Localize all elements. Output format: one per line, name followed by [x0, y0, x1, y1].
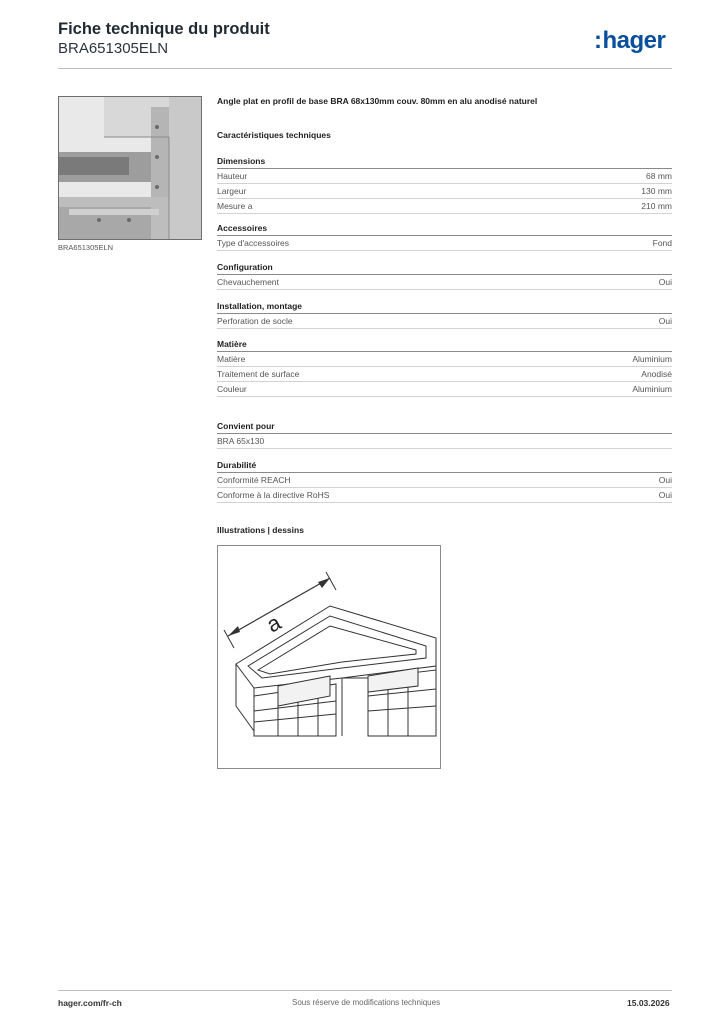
group-title: Accessoires [217, 222, 672, 236]
product-photo-image [59, 97, 201, 239]
row-value: Oui [658, 490, 672, 500]
row-value: 210 mm [641, 201, 672, 211]
group-matiere [217, 338, 672, 397]
group-title: Convient pour [217, 420, 672, 434]
row-value: 130 mm [641, 186, 672, 196]
row-value: Aluminium [632, 354, 672, 364]
table-row [217, 434, 672, 449]
table-row [217, 382, 672, 397]
logo-text: hager [602, 27, 666, 54]
row-value: Aluminium [632, 384, 672, 394]
group-configuration [217, 261, 672, 290]
hager-logo [594, 27, 665, 55]
group-title: Durabilité [217, 459, 672, 473]
row-label: Largeur [217, 186, 247, 196]
photo-caption: BRA651305ELN [58, 243, 114, 252]
row-label: Type d'accessoires [217, 238, 290, 248]
row-label: Conformité REACH [217, 475, 291, 485]
table-row [217, 199, 672, 214]
technical-drawing-image [218, 546, 440, 768]
header-divider [58, 68, 672, 69]
row-label: Traitement de surface [217, 369, 300, 379]
characteristics-heading: Caractéristiques techniques [217, 130, 331, 140]
table-row [217, 184, 672, 199]
group-title: Configuration [217, 261, 672, 275]
footer-website[interactable]: hager.com/fr-ch [58, 998, 122, 1008]
footer-disclaimer: Sous réserve de modifications techniques [292, 998, 441, 1007]
row-value: Fond [652, 238, 672, 248]
technical-drawing [217, 545, 441, 769]
row-label: Matière [217, 354, 246, 364]
table-row [217, 367, 672, 382]
row-label: Conforme à la directive RoHS [217, 490, 330, 500]
table-row [217, 169, 672, 184]
row-value: Oui [658, 277, 672, 287]
logo-prefix: : [594, 27, 602, 54]
product-reference: BRA651305ELN [58, 40, 169, 57]
group-title: Dimensions [217, 155, 672, 169]
row-value: Anodisé [641, 369, 672, 379]
group-title: Installation, montage [217, 300, 672, 314]
product-photo [58, 96, 202, 240]
product-description [217, 96, 672, 106]
row-label: Mesure a [217, 201, 253, 211]
table-row [217, 314, 672, 329]
table-row [217, 236, 672, 251]
table-row [217, 488, 672, 503]
footer-date: 15.03.2026 [627, 998, 670, 1008]
row-value: Oui [658, 475, 672, 485]
illustrations-heading: Illustrations | dessins [217, 525, 304, 535]
group-convient-pour [217, 420, 672, 449]
row-label: Hauteur [217, 171, 248, 181]
row-label: BRA 65x130 [217, 436, 265, 446]
dimension-label-a: a [262, 609, 285, 638]
row-label: Couleur [217, 384, 247, 394]
group-title: Matière [217, 338, 672, 352]
row-value: Oui [658, 316, 672, 326]
row-value: 68 mm [646, 171, 672, 181]
table-row [217, 473, 672, 488]
page-title: Fiche technique du produit [58, 20, 270, 38]
group-durabilite [217, 459, 672, 503]
description-text: Angle plat en profil de base BRA 68x130mm couv. 80mm en alu anodisé naturel [217, 96, 538, 106]
row-label: Perforation de socle [217, 316, 293, 326]
group-dimensions [217, 155, 672, 214]
table-row [217, 352, 672, 367]
group-installation [217, 300, 672, 329]
table-row [217, 275, 672, 290]
footer-divider [58, 990, 672, 991]
row-label: Chevauchement [217, 277, 279, 287]
group-accessoires [217, 222, 672, 251]
